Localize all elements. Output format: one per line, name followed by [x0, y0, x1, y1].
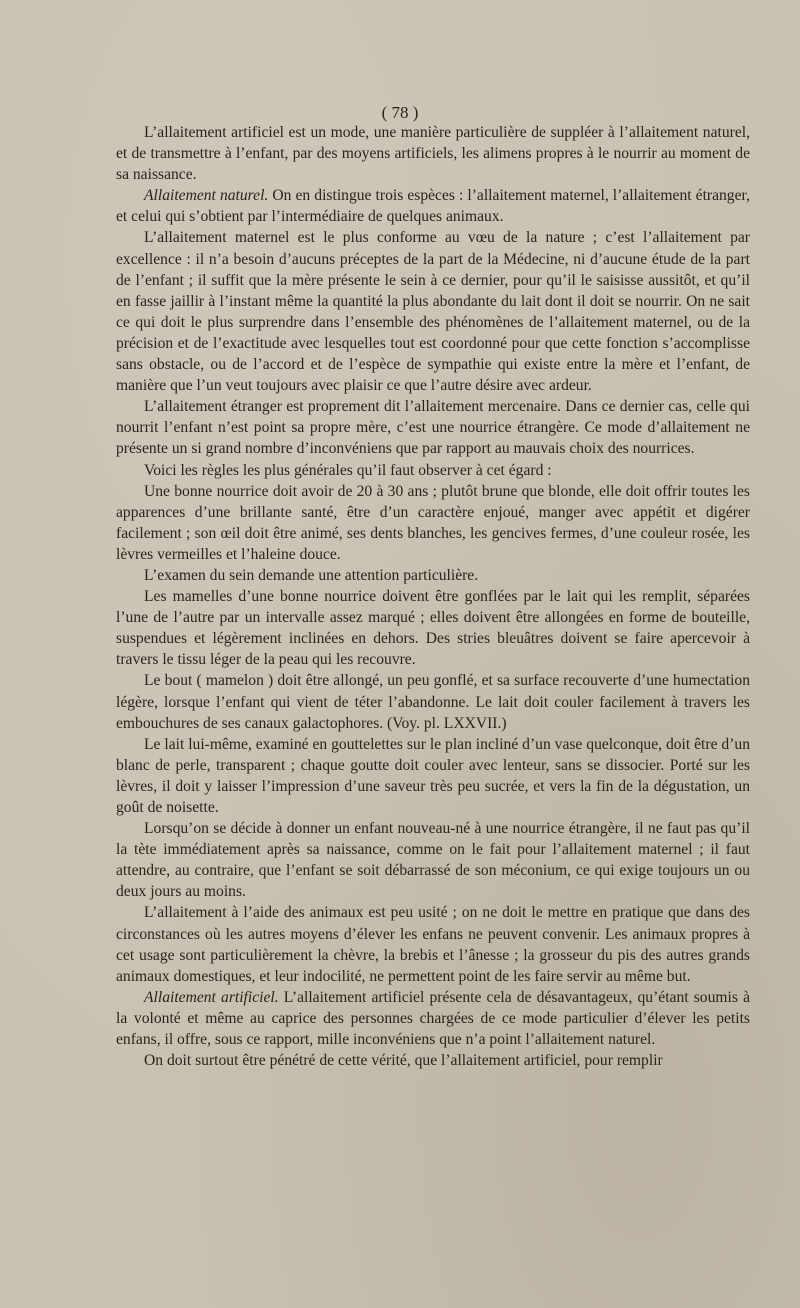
paragraph-text: Lorsqu’on se décide à donner un enfant nouveau-né à une nourrice étrangère, il ne faut pas qu’il la tète immédiatement après sa naissance, comme on le fait pour l’allaitement maternel ; il faut attendre, au contraire, que l’enfant se soit débarrassé de son méconium, ce qui exige toujours un ou deux jours au moins.	[116, 820, 750, 901]
paragraph-text: L’examen du sein demande une attention particulière.	[144, 566, 479, 584]
paragraph-text: L’allaitement maternel est le plus conforme au vœu de la nature ; c’est l’allaitement par excellence : il n’a besoin d’aucuns préceptes de la part de la Médecine, ni d’aucune étude de la part de l’enfant ; il suffit que la mère présente le sein à ce dernier, pour qu’il le saisisse aussitôt, et qu’il en fasse jaillir à l’instant même la quantité la plus abondante du lait dont il doit se nourrir. On ne sait ce qui doit le plus surprendre dans l’ensemble des phénomènes de l’allaitement maternel, ou de la précision et de l’exactitude avec lesquelles tout est coordonné pour que cette fonction s’accomplisse sans obstacle, ou de l’accord et de l’espèce de sympathie qui existe entre la mère et l’enfant, de manière que l’un veut toujours avec plaisir ce que l’autre désire avec ardeur.	[116, 229, 750, 395]
paragraph-text: On doit surtout être pénétré de cette vérité, que l’allaitement artificiel, pour remplir	[144, 1052, 663, 1070]
body-text	[116, 122, 750, 1071]
paragraph	[116, 565, 750, 586]
paragraph-text: Les mamelles d’une bonne nourrice doivent être gonflées par le lait qui les remplit, séparées l’une de l’autre par un intervalle assez marqué ; elles doivent être allongées en forme de bouteille, suspendues et légèrement inclinées en dehors. Des stries bleuâtres doivent se faire apercevoir à travers le tissu léger de la peau qui les recouvre.	[116, 588, 750, 669]
paragraph	[116, 734, 750, 818]
paragraph	[116, 396, 750, 459]
paragraph-text: L’allaitement à l’aide des animaux est peu usité ; on ne doit le mettre en pratique que dans des circonstances où les autres moyens d’élever les enfans ne peuvent convenir. Les animaux propres à cet usage sont particulièrement la chèvre, la brebis et l’ânesse ; la grosseur du pis des autres grands animaux domestiques, et leur indocilité, ne permettent point de les faire servir au même but.	[116, 904, 750, 985]
paragraph-text: Le lait lui-même, examiné en gouttelettes sur le plan incliné d’un vase quelconque, doit être d’un blanc de perle, transparent ; chaque goutte doit couler avec lenteur, sans se dissocier. Porté sur les lèvres, il doit y laisser l’impression d’une saveur très peu sucrée, et vers la fin de la dégustation, un goût de noisette.	[116, 735, 750, 816]
paragraph-heading: Allaitement artificiel.	[144, 988, 279, 1006]
page-number: ( 78 )	[381, 103, 419, 122]
paragraph-heading: Allaitement naturel.	[144, 187, 269, 205]
paragraph	[116, 818, 750, 902]
paragraph	[116, 185, 750, 227]
paragraph-text: L’allaitement artificiel est un mode, une manière particulière de suppléer à l’allaitement naturel, et de transmettre à l’enfant, par des moyens artificiels, les alimens propres à le nourrir au moment de sa naissance.	[116, 124, 750, 184]
paragraph	[116, 227, 750, 396]
paragraph	[116, 481, 750, 565]
paragraph	[116, 460, 750, 481]
paragraph	[116, 122, 750, 185]
paragraph-text: On en distingue trois espèces : l’allaitement maternel, l’allaitement étranger, et celui qui s’obtient par l’intermédiaire de quelques animaux.	[116, 187, 750, 226]
paragraph	[116, 1050, 750, 1071]
paragraph	[116, 987, 750, 1050]
paragraph	[116, 586, 750, 670]
paragraph-text: L’allaitement artificiel présente cela de désavantageux, qu’étant soumis à la volonté et même au caprice des personnes chargées de ce mode particulier d’élever les petits enfans, il offre, sous ce rapport, mille inconvéniens que n’a point l’allaitement naturel.	[116, 988, 750, 1049]
paragraph-text: Voici les règles les plus générales qu’il faut observer à cet égard :	[144, 461, 552, 479]
paragraph-text: Une bonne nourrice doit avoir de 20 à 30 ans ; plutôt brune que blonde, elle doit offrir toutes les apparences d’une brillante santé, être d’un caractère enjoué, manger avec appétit et digérer facilement ; son œil doit être animé, ses dents blanches, les gencives fermes, d’une couleur rosée, les lèvres vermeilles et l’haleine douce.	[116, 482, 750, 563]
paragraph	[116, 902, 750, 986]
paragraph	[116, 670, 750, 733]
paragraph-text: Le bout ( mamelon ) doit être allongé, un peu gonflé, et sa surface recouverte d’une humectation légère, lorsque l’enfant qui vient de téter l’abandonne. Le lait doit couler facilement à travers les embouchures de ses canaux galactophores. (Voy. pl. LXXVII.)	[116, 672, 750, 732]
paragraph-text: L’allaitement étranger est proprement dit l’allaitement mercenaire. Dans ce dernier cas, celle qui nourrit l’enfant n’est point sa propre mère, c’est une nourrice étrangère. Ce mode d’allaitement ne présente un si grand nombre d’inconvéniens que par rapport au mauvais choix des nourrices.	[116, 398, 750, 458]
